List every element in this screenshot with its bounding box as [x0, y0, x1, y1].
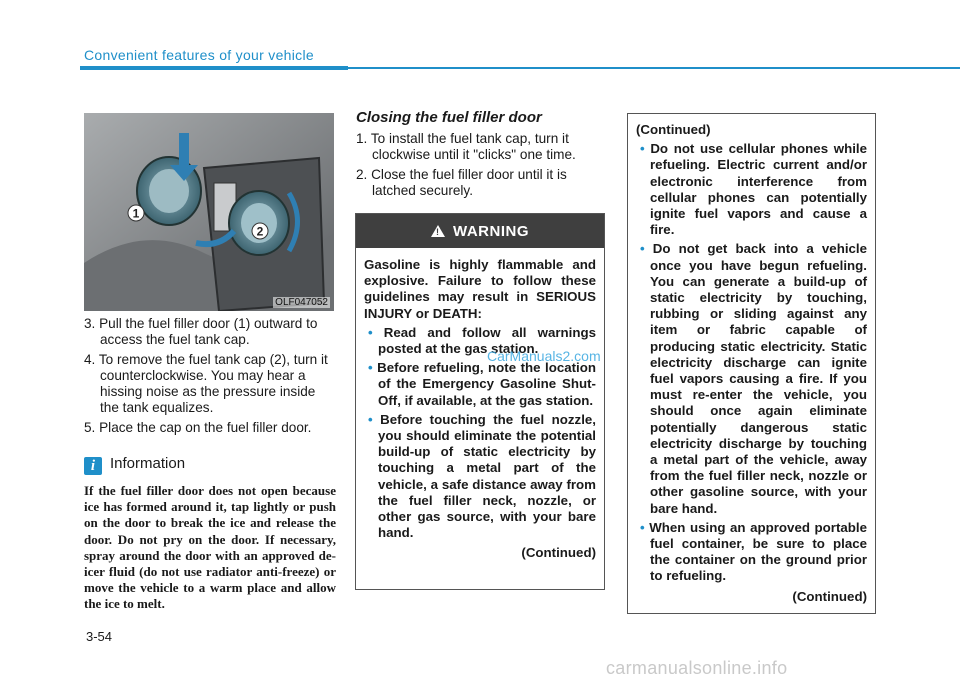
- continued-heading: (Continued): [636, 122, 711, 137]
- warning-bullet-2: [364, 360, 596, 409]
- bullet-dot-icon: •: [640, 141, 651, 157]
- fuel-door-photo: [84, 113, 334, 311]
- right-bullet-text: Do not get back into a vehicle once you have begun refueling. You can generate a build-up of static electricity by touching, rubbing or sliding against any item or fabric capable of producing static electricity. Static electricity discharge can ignite fuel vapors causing a fire. If you must re-enter the vehicle, you should once again eliminate potentially dangerous static electricity discharge by touching a metal part of the vehicle, away from the fuel filler neck, nozzle or other gasoline source, with your bare hand.: [650, 241, 867, 516]
- bullet-dot-icon: •: [640, 241, 653, 257]
- bullet-dot-icon: •: [368, 411, 381, 427]
- warning-label: WARNING: [453, 222, 529, 240]
- bullet-dot-icon: •: [368, 324, 384, 340]
- right-bullet-2: [636, 241, 867, 516]
- warning-bullet-3: [364, 412, 596, 542]
- warning-bar: [356, 214, 604, 248]
- right-bullet-1: [636, 141, 867, 238]
- fuel-door-illustration: [84, 113, 334, 311]
- header-rule-thick: [80, 66, 348, 70]
- warning-bullet-text: Before refueling, note the location of the Emergency Gasoline Shut-Off, if available, at the gas station.: [377, 360, 596, 408]
- right-bullet-text: Do not use cellular phones while refueling. Electric current and/or electronic interference from cellular phones can potentially ignite fuel vapors and cause a fire.: [650, 141, 867, 238]
- footer-site: carmanualsonline.info: [606, 658, 788, 678]
- callout-1: 1: [132, 206, 140, 221]
- watermark-link[interactable]: CarManuals2.com: [487, 348, 601, 364]
- step-4: 4. To remove the fuel tank cap (2), turn it counterclockwise. You may hear a hissing noise as the pressure inside the tank equalizes.: [84, 352, 328, 415]
- right-bullet-3: [636, 520, 867, 585]
- header-rule-thin: [348, 67, 960, 69]
- warning-triangle-icon: !: [431, 225, 445, 237]
- continued-warning-box: [627, 113, 876, 614]
- warning-box: [355, 213, 605, 590]
- callout-2: 2: [256, 224, 264, 239]
- figure-code: OLF047052: [275, 297, 328, 308]
- right-continued: (Continued): [792, 588, 867, 604]
- warning-bullet-text: Read and follow all warnings posted at the gas station.: [378, 324, 596, 357]
- right-bullet-text: When using an approved portable fuel container, be sure to place the container on the ground prior to refueling.: [649, 519, 867, 584]
- step-3: 3. Pull the fuel filler door (1) outward to access the fuel tank cap.: [84, 316, 318, 347]
- warning-continued: (Continued): [521, 545, 596, 561]
- warning-bullet-text: Before touching the fuel nozzle, you should eliminate the potential build-up of static electricity by touching a metal part of the vehicle, a safe distance away from the fuel filler neck, nozzle, or other gas source, with your bare hand.: [378, 411, 596, 541]
- closing-step-2: 2. Close the fuel filler door until it is latched securely.: [356, 167, 567, 198]
- bullet-dot-icon: •: [640, 519, 650, 535]
- left-steps: [84, 316, 336, 440]
- information-title: Information: [110, 455, 186, 472]
- step-5: 5. Place the cap on the fuel filler door.: [84, 420, 312, 435]
- section-title: Convenient features of your vehicle: [84, 47, 314, 63]
- information-heading: [84, 455, 185, 475]
- warning-intro: Gasoline is highly flammable and explosive. Failure to follow these guidelines may result in SERIOUS INJURY or DEATH:: [364, 257, 596, 321]
- closing-steps: [356, 131, 606, 203]
- bullet-dot-icon: •: [368, 360, 378, 376]
- closing-title: Closing the fuel filler door: [356, 109, 542, 126]
- closing-step-1: 1. To install the fuel tank cap, turn it clockwise until it "clicks" one time.: [356, 131, 576, 162]
- info-icon: i: [84, 457, 102, 475]
- page-number: 3-54: [86, 629, 113, 644]
- information-body: If the fuel filler door does not open because ice has formed around it, tap lightly or push on the door to break the ice and release the door. Do not pry on the door. If necessary, spray around the door with an approved de-icer fluid (do not use radiator anti-freeze) or move the vehicle to a warm place and allow the ice to melt.: [84, 483, 336, 612]
